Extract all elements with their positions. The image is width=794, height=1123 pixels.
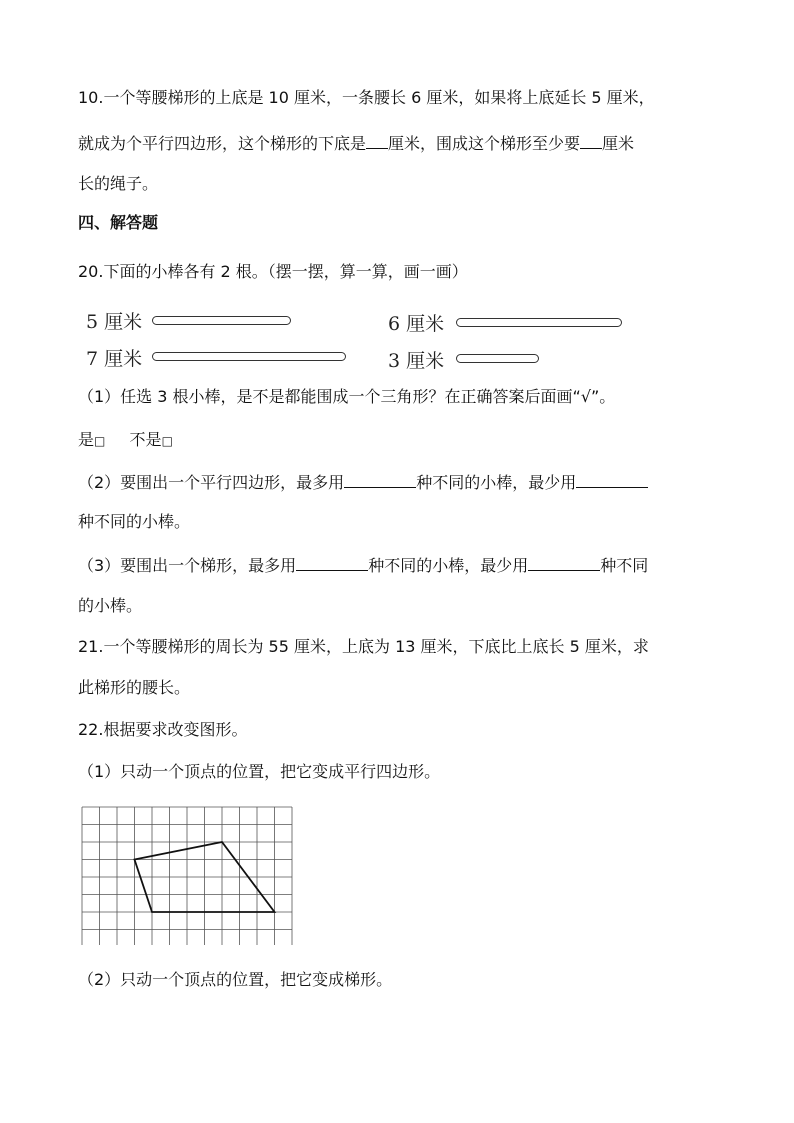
q20-part3-text-b: 种不同的小棒，最少用 [368,556,529,575]
q20-part3-line1 [78,554,648,576]
q21-line1: 21.一个等腰梯形的周长为 55 厘米，上底为 13 厘米，下底比上底长 5 厘米，求 [78,637,649,656]
q10-line1: 10.一个等腰梯形的上底是 10 厘米，一条腰长 6 厘米，如果将上底延长 5 厘米， [78,88,655,107]
q20-part3-line2: 的小棒。 [78,596,143,615]
q20-part2-text-a: （2）要围出一个平行四边形，最多用 [78,473,345,492]
q10-line2-text-a: 就成为个平行四边形，这个梯形的下底是 [78,134,367,153]
q21-line2: 此梯形的腰长。 [78,678,191,697]
answer-blank-parallelogram-max[interactable] [344,471,416,488]
q10-line3: 长的绳子。 [78,174,159,193]
option-no-label: 不是 [129,430,162,449]
q10-line2-text-c: 厘米 [602,134,635,153]
q20-part2-text-b: 种不同的小棒，最少用 [416,473,577,492]
option-yes-checkbox[interactable]: □ [94,434,106,448]
answer-blank-trapezoid-min[interactable] [528,554,600,571]
quad-vertex-1[interactable] [132,857,138,863]
stick-3cm [456,354,539,363]
stick-label-6cm: 6 厘米 [388,313,445,335]
q10-line2 [78,132,634,154]
q22-part2: （2）只动一个顶点的位置，把它变成梯形。 [78,970,393,989]
q22-intro: 22.根据要求改变图形。 [78,720,248,739]
answer-blank-trapezoid-max[interactable] [296,554,368,571]
answer-blank-bottom-base[interactable] [366,132,388,149]
q10-line2-text-b: 厘米，围成这个梯形至少要 [388,134,581,153]
stick-label-5cm: 5 厘米 [86,311,143,333]
stick-label-7cm: 7 厘米 [86,348,143,370]
q20-part1-options [78,430,173,451]
q20-part3-text-a: （3）要围出一个梯形，最多用 [78,556,297,575]
grid-diagram[interactable] [80,805,296,945]
q22-part1: （1）只动一个顶点的位置，把它变成平行四边形。 [78,762,441,781]
answer-blank-parallelogram-min[interactable] [576,471,648,488]
section-title: 四、解答题 [78,213,159,232]
option-no-checkbox[interactable]: □ [161,434,173,448]
quad-vertex-2[interactable] [219,839,225,845]
stick-5cm [152,316,291,325]
answer-blank-rope-length[interactable] [580,132,602,149]
stick-6cm [456,318,622,327]
quad-vertex-3[interactable] [272,909,278,915]
q20-part2-line2: 种不同的小棒。 [78,512,191,531]
q20-part1: （1）任选 3 根小棒，是不是都能围成一个三角形？在正确答案后面画“√”。 [78,387,616,406]
stick-7cm [152,352,346,361]
q20-part2-line1 [78,471,648,493]
stick-label-3cm: 3 厘米 [388,350,445,372]
option-yes-label: 是 [78,430,95,449]
q20-intro: 20.下面的小棒各有 2 根。（摆一摆，算一算，画一画） [78,262,468,281]
q20-part3-text-c: 种不同 [600,556,649,575]
quad-vertex-4[interactable] [149,909,155,915]
